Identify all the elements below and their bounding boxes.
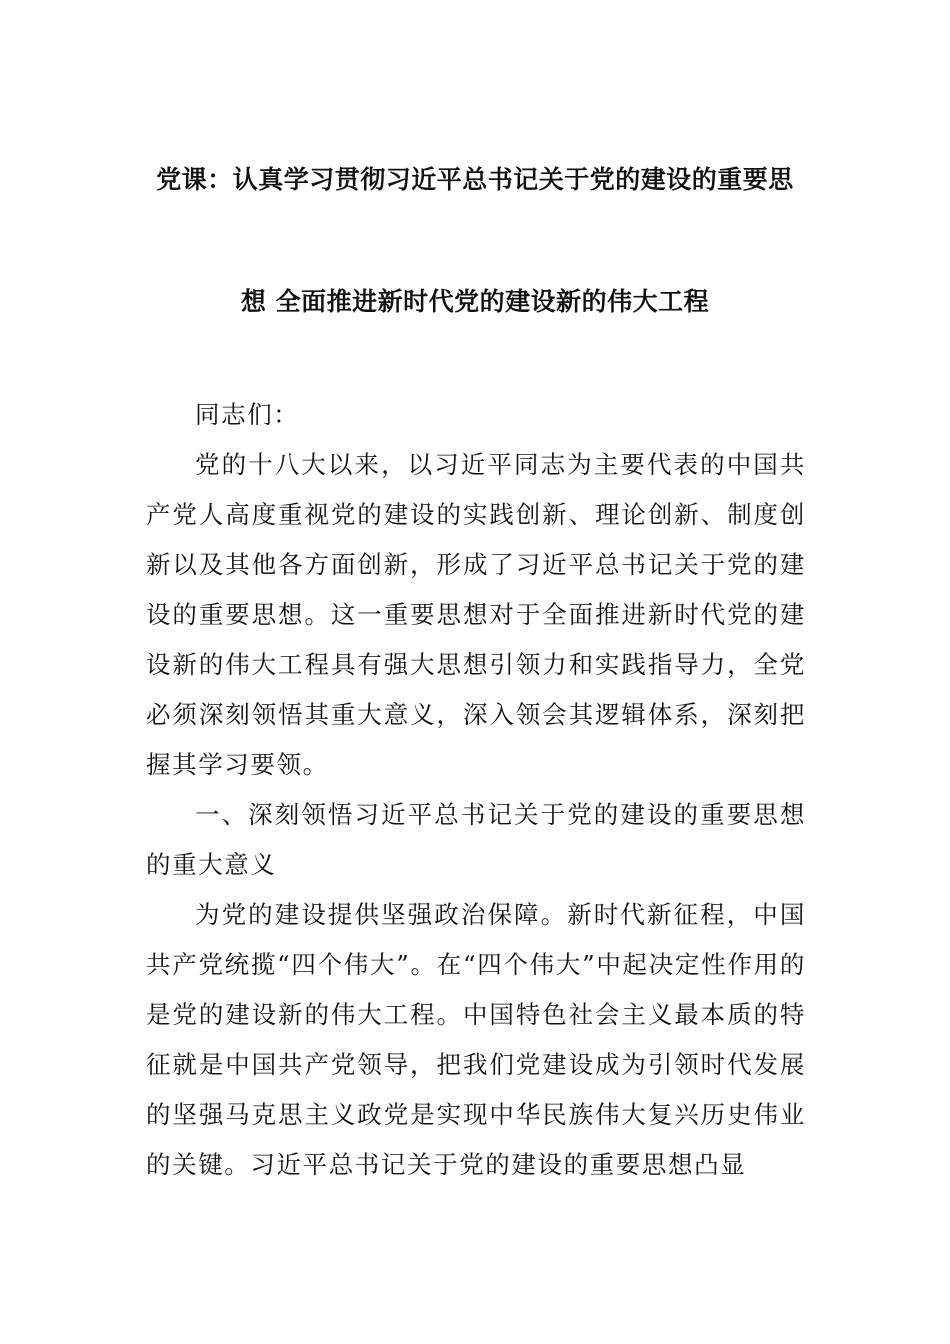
paragraph-section-1: 为党的建设提供坚强政治保障。新时代新征程，中国共产党统揽“四个伟大”。在“四个伟大”中起决定性作用的是党的建设新的伟大工程。中国特色社会主义最本质的特征就是中国共产党领导，把我们党建设成为引领时代发展的坚强马克思主义政党是实现中华民族伟大复兴历史伟业的关键。习近平总书记关于党的建设的重要思想凸显: [146, 900, 806, 1179]
paragraph-intro: 党的十八大以来，以习近平同志为主要代表的中国共产党人高度重视党的建设的实践创新、理论创新、制度创新以及其他各方面创新，形成了习近平总书记关于党的建设的重要思想。这一重要思想对于全面推进新时代党的建设新的伟大工程具有强大思想引领力和实践指导力，全党必须深刻领悟其重大意义，深入领会其逻辑体系，深刻把握其学习要领。: [146, 450, 806, 779]
section-heading-1: 一、深刻领悟习近平总书记关于党的建设的重要思想的重大意义: [146, 800, 806, 879]
salutation: 同志们：: [195, 400, 300, 429]
document-body: [146, 390, 806, 1190]
document-title-line-1: 党课：认真学习贯彻习近平总书记关于党的建设的重要思: [156, 165, 794, 194]
document-title-line-2: 想 全面推进新时代党的建设新的伟大工程: [240, 287, 710, 316]
